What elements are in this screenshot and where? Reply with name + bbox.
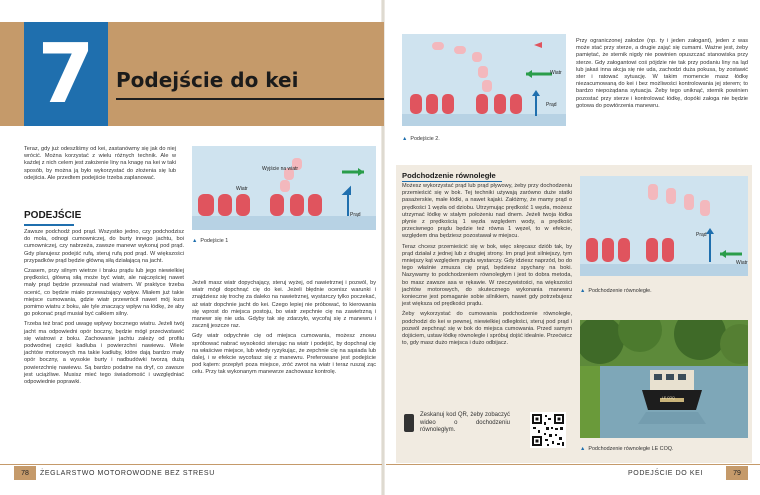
figure-1-caption-text: Podejście 1 <box>200 238 229 244</box>
intro-paragraph: Teraz, gdy już odeszliśmy od kei, zastanówmy się jak do niej wrócić. Można korzystać z wielu różnych technik. Ale w każdej z nich celem jest założenie liny na knagę na kei w taki sposób, by można ją było wykorzystać do złożenia się lub odejścia. Ale przedtem podejście trzeba zaplanować. <box>24 146 176 181</box>
caption-triangle-icon: ▲ <box>192 238 198 244</box>
section-heading: PODEJŚCIE <box>24 210 82 221</box>
section-heading-rule <box>24 224 74 226</box>
paragraph: Gdy wiatr odpychnie cię od miejsca cumowania, możesz znowu spróbować nabrać wysokości sterując na wiatr i podejść, by dopchnął cię na właściwe miejsce, lub wtedy ryzykując, że zepchnie cię na sąsiada lub dalej, i w efekcie wycofasz się z manewru. Preferowane jest podejście pod kątem: przepłyń poza miejsce, zróć zwrot na wiatr i teraz ruszaj ząc celu. Przy tak wykonanym manewrze zachowasz kontrolę. <box>192 333 376 376</box>
figure-2-label-prad: Prąd <box>546 102 557 108</box>
figure-3-label-prad: Prąd <box>696 232 707 238</box>
qr-code-svg <box>530 412 566 448</box>
paragraph: Czasem, przy silnym wietrze i braku prądu lub jego niewielkiej prędkości, główną siłą może być wiatr, ale najczęściej nawet mały prąd będzie przeważał nad wiatrem. W praktyce trzeba ocenić, co będzie miało przeważający wpływ. Miałem już takie miejsce cumowania, gdzie wiatr przewrócił nawet mój kurs pomimo wiatru z boku, ale tyle znaczący wpływ na łódkę, że aby go pokonać prąd musiał być całkiem silny. <box>24 268 184 318</box>
sidebar-text <box>402 183 572 350</box>
left-page-number: 78 <box>14 466 36 480</box>
sidebar-title-rule <box>402 181 502 182</box>
left-footer-rule <box>0 464 382 465</box>
qr-code-icon[interactable] <box>530 412 566 448</box>
figure-2-label-wiatr: Wiatr <box>550 70 562 76</box>
right-footer-rule <box>386 464 760 465</box>
photo-caption <box>580 446 673 452</box>
paragraph: Trzeba też brać pod uwagę wpływy bocznego wiatru. Jeżeli twój jacht ma odpowiedni opór boczny, będzie mógł przeciwstawić się wiatrowi z boku. Zachowanie jachtu zależy od profilu podwodnej części kadłuba i powierzchni nawiewu. Wiele jachtów motorowych ma takie kadłuby, które dają bardzo mały opór boczny, a wysokie burty i nadbudówki tworzą dużą powierzchnię nawiewu. Są bardzo podatne na dryf, co zawsze jest uciążliwe. Musisz mieć tego świadomość i uwzględniać odpowiednie poprawki. <box>24 321 184 386</box>
paragraph: Jeżeli masz wiatr dopychający, steruj wyżej, od nawietrznej i pozwól, by wiatr mógł dopchnąć cię do kei. Jeżeli błędnie ocenisz warunki i znajdziesz się trochę za daleko na nawietrznej, wystarczy tylko poczekać, aż wiatr dopchnie jacht do kei. Czego lepiej nie próbować, to kierowania się wprost do miejsca postoju, bo wiatr zepchnie cię na zawietrzną i manewr się nie uda. Gdyby tak się zdarzyło, wycofaj się z manewru i zacznij jeszcze raz. <box>192 280 376 330</box>
boat-name-label: LE COQ <box>662 396 675 400</box>
figure-1-svg <box>192 146 376 230</box>
caption-triangle-icon: ▲ <box>580 446 586 452</box>
qr-text: Zeskanuj kod QR, żeby zobaczyć wideo o dochodzeniu równoległym. <box>420 412 510 434</box>
figure-1-caption <box>192 238 228 244</box>
right-top-paragraph: Przy ograniczonej załodze (np. ty i jeden załogant), jeden z was może stać przy sterze, a drugie zająć się cumami. Ważne jest, żeby pamiętać, że sternik nigdy nie powinien opuszczać stanowiska przy sterze. Gdy załogantowi coś pójdzie nie tak przy podaniu liny na ląd lub jakaś inna akcja się nie uda, zachodzi duża pokusa, by zostawić ster i ratować sytuację. W takim momencie masz łódkę niezacumowaną do kei i bez możliwości kontrolowania jej sterem; to bardzo niepożądana sytuacja. Żeby tego uniknąć, sternik powinien pozostać przy sterze i kontrolować łódkę, dopóki załoga nie będzie gotowa do powtórzenia manewru. <box>576 38 748 109</box>
figure-3-diagram <box>580 176 748 276</box>
caption-triangle-icon: ▲ <box>580 288 586 294</box>
figure-2-svg <box>402 34 566 126</box>
figure-3-caption-text: Podchodzenie równoległe. <box>588 288 652 294</box>
chapter-title-underline <box>116 98 384 100</box>
left-column-2 <box>192 280 376 380</box>
right-page-number: 79 <box>726 466 748 480</box>
boat-photo-svg <box>580 320 748 438</box>
chapter-number: 7 <box>37 26 95 122</box>
figure-1-diagram <box>192 146 376 230</box>
figure-2-caption <box>402 136 440 142</box>
boat-photo <box>580 320 748 438</box>
paragraph: Teraz chcesz przemieścić się w bok, więc skręcasz dziób tak, by prąd działał z jednej lub z drugiej strony. Im prąd jest silniejszy, tym mniejszy kąt względem prądu wystarczy. Gdy idziesz naprzód, bo do tego właśnie zmusza cię prąd, będziesz spychany na boki. Nazywamy to podchodzeniem równoległym i jest to dobra metoda, bo masz zawsze asa w rękawie. W rzeczywistości, na większości jachtów motorowych, do skutecznego wykonania manewru konieczne jest pomaganie sobie silnikiem, nawet gdy potrzebujesz jest większa od prędkości prądu. <box>402 243 572 308</box>
figure-1-label-wiatr: Wiatr <box>236 186 248 192</box>
paragraph: Żeby wykorzystać do cumowania podchodzenie równoległe, podchodzi do kei w pewnej, niewielkiej odległości, steruj pod prąd i pozwól zepchnąć się w bok do miejsca cumowania. Przed samym dojściem, ustaw łódkę równolegle i spróbuj dojść idealnie. Przećwicz to, gdy masz dużo miejsca i dużo odbijacz. <box>402 311 572 347</box>
sidebar-title: Podchodzenie równoległe <box>402 171 496 180</box>
figure-3-caption <box>580 288 652 294</box>
right-footer-text: PODEJŚCIE DO KEI <box>628 469 703 477</box>
figure-2-caption-text: Podejście 2. <box>410 136 440 142</box>
photo-caption-text: Podchodzenie równoległe LE COQ. <box>588 446 674 452</box>
figure-1-label-wyjscie: Wyjście na wiatr <box>262 166 299 172</box>
figure-3-label-wiatr: Wiatr <box>736 260 748 266</box>
paragraph: Możesz wykorzystać prąd lub prąd pływowy, żeby przy dochodzeniu przemieścić się w bok. Tej techniki używają zarówno duże statki pasażerskie, małe łódki, a nawet kajaki. Załóżmy, że mamy prąd o prędkości 1 węzła od dziobu. Utrzymując prędkość 1 węzła, możesz utrzymać łódkę w stałym położeniu nad dnem. Jeżeli twoja łódka płynie z prędkością 1 węzła względem wody, a prędkość przeciwnego prądu będzie też równa 1 węzeł, to w efekcie, względem dna będziesz pozostawał w miejscu. <box>402 183 572 240</box>
paragraph: Zawsze podchodź pod prąd. Wszystko jedno, czy podchodzisz do mola, odnogi cumowniczej, do burty innego jachtu, boi cumowniczej, czy nabrzeża, zawsze manewr wykonuj pod prąd. Gdy planujesz podejść rufą, steruj rufą pod prąd. W większości przypadków prąd będzie główną siłą działającą na jacht. <box>24 229 184 264</box>
chapter-title: Podejście do kei <box>116 68 299 92</box>
left-column-1 <box>24 229 184 389</box>
figure-2-diagram <box>402 34 566 126</box>
phone-icon <box>404 414 414 432</box>
figure-3-svg <box>580 176 748 276</box>
caption-triangle-icon: ▲ <box>402 136 408 142</box>
figure-1-label-prad: Prąd <box>350 212 361 218</box>
left-footer-text: ŻEGLARSTWO MOTOROWODNE BEZ STRESU <box>40 469 215 477</box>
